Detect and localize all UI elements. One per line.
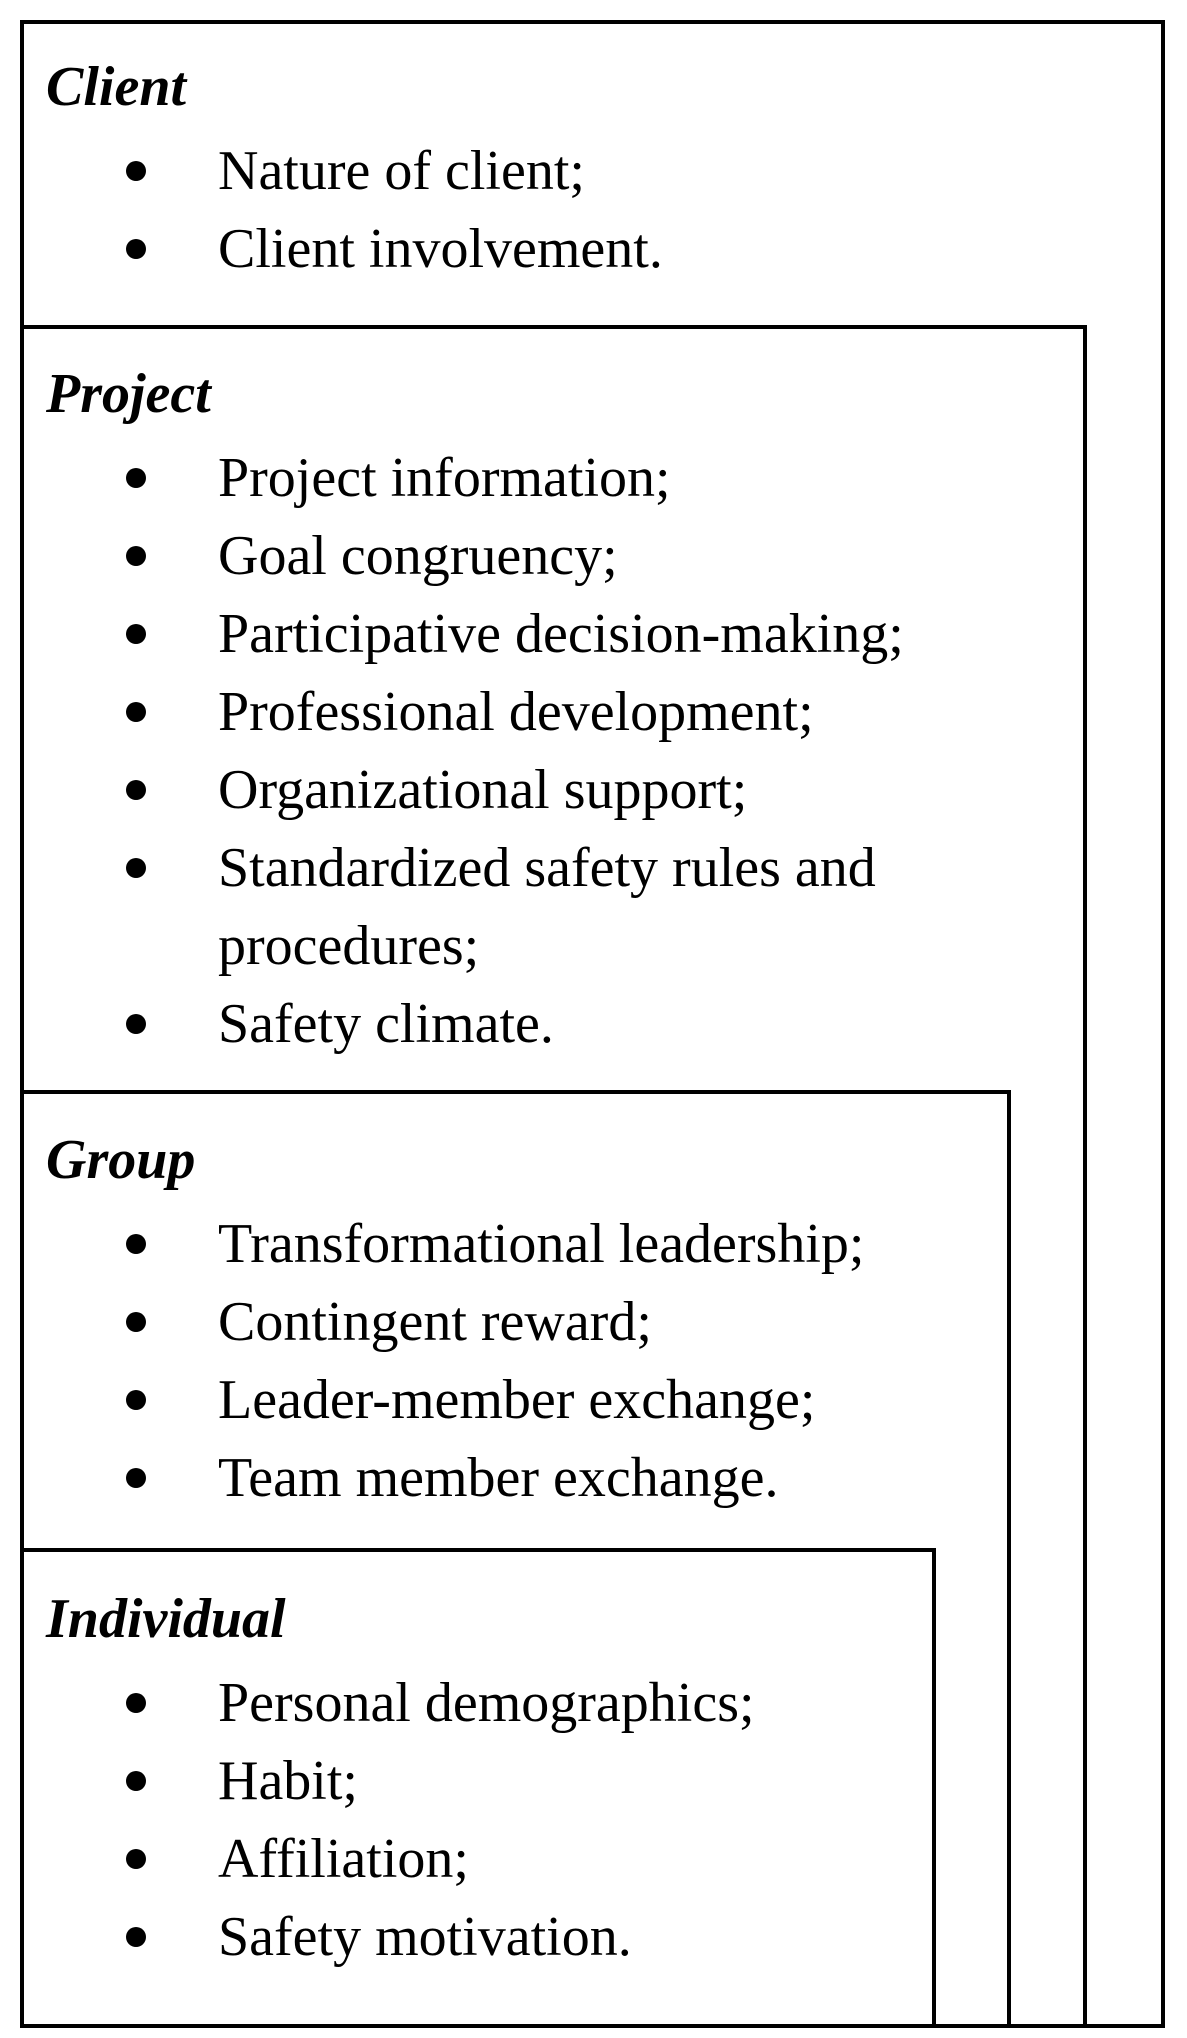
bullet-icon	[126, 1234, 146, 1254]
project-list	[46, 439, 904, 1063]
client-heading: Client	[46, 56, 187, 118]
bullet-icon	[126, 1014, 146, 1034]
list-item: Personal demographics;	[46, 1664, 755, 1742]
bullet-icon	[126, 161, 146, 181]
list-item: Professional development;	[46, 673, 904, 751]
bullet-icon	[126, 624, 146, 644]
list-item: Contingent reward;	[46, 1283, 864, 1361]
bullet-icon	[126, 780, 146, 800]
bullet-icon	[126, 1312, 146, 1332]
list-item: Affiliation;	[46, 1820, 755, 1898]
list-item: Leader-member exchange;	[46, 1361, 864, 1439]
bullet-icon	[126, 1693, 146, 1713]
bullet-icon	[126, 1771, 146, 1791]
bullet-icon	[126, 1390, 146, 1410]
group-section	[46, 1128, 864, 1517]
list-item: Safety motivation.	[46, 1898, 755, 1976]
bullet-icon	[126, 1927, 146, 1947]
bullet-icon	[126, 1468, 146, 1488]
list-item: Team member exchange.	[46, 1439, 864, 1517]
list-item: Project information;	[46, 439, 904, 517]
list-item: Transformational leadership;	[46, 1205, 864, 1283]
individual-list	[46, 1664, 755, 1976]
individual-heading: Individual	[46, 1588, 286, 1650]
project-heading: Project	[46, 363, 211, 425]
bullet-icon	[126, 468, 146, 488]
individual-section	[46, 1587, 755, 1976]
client-list	[46, 132, 663, 288]
bullet-icon	[126, 858, 146, 878]
list-item: Safety climate.	[46, 985, 904, 1063]
bullet-icon	[126, 239, 146, 259]
list-item: Goal congruency;	[46, 517, 904, 595]
group-heading: Group	[46, 1129, 196, 1191]
list-item: Organizational support;	[46, 751, 904, 829]
list-item: Participative decision-making;	[46, 595, 904, 673]
bullet-icon	[126, 546, 146, 566]
list-item: Habit;	[46, 1742, 755, 1820]
bullet-icon	[126, 1849, 146, 1869]
client-section	[46, 55, 663, 288]
list-item: Client involvement.	[46, 210, 663, 288]
group-list	[46, 1205, 864, 1517]
list-item: Standardized safety rules and procedures;	[46, 829, 904, 985]
bullet-icon	[126, 702, 146, 722]
project-section	[46, 362, 904, 1063]
list-item: Nature of client;	[46, 132, 663, 210]
